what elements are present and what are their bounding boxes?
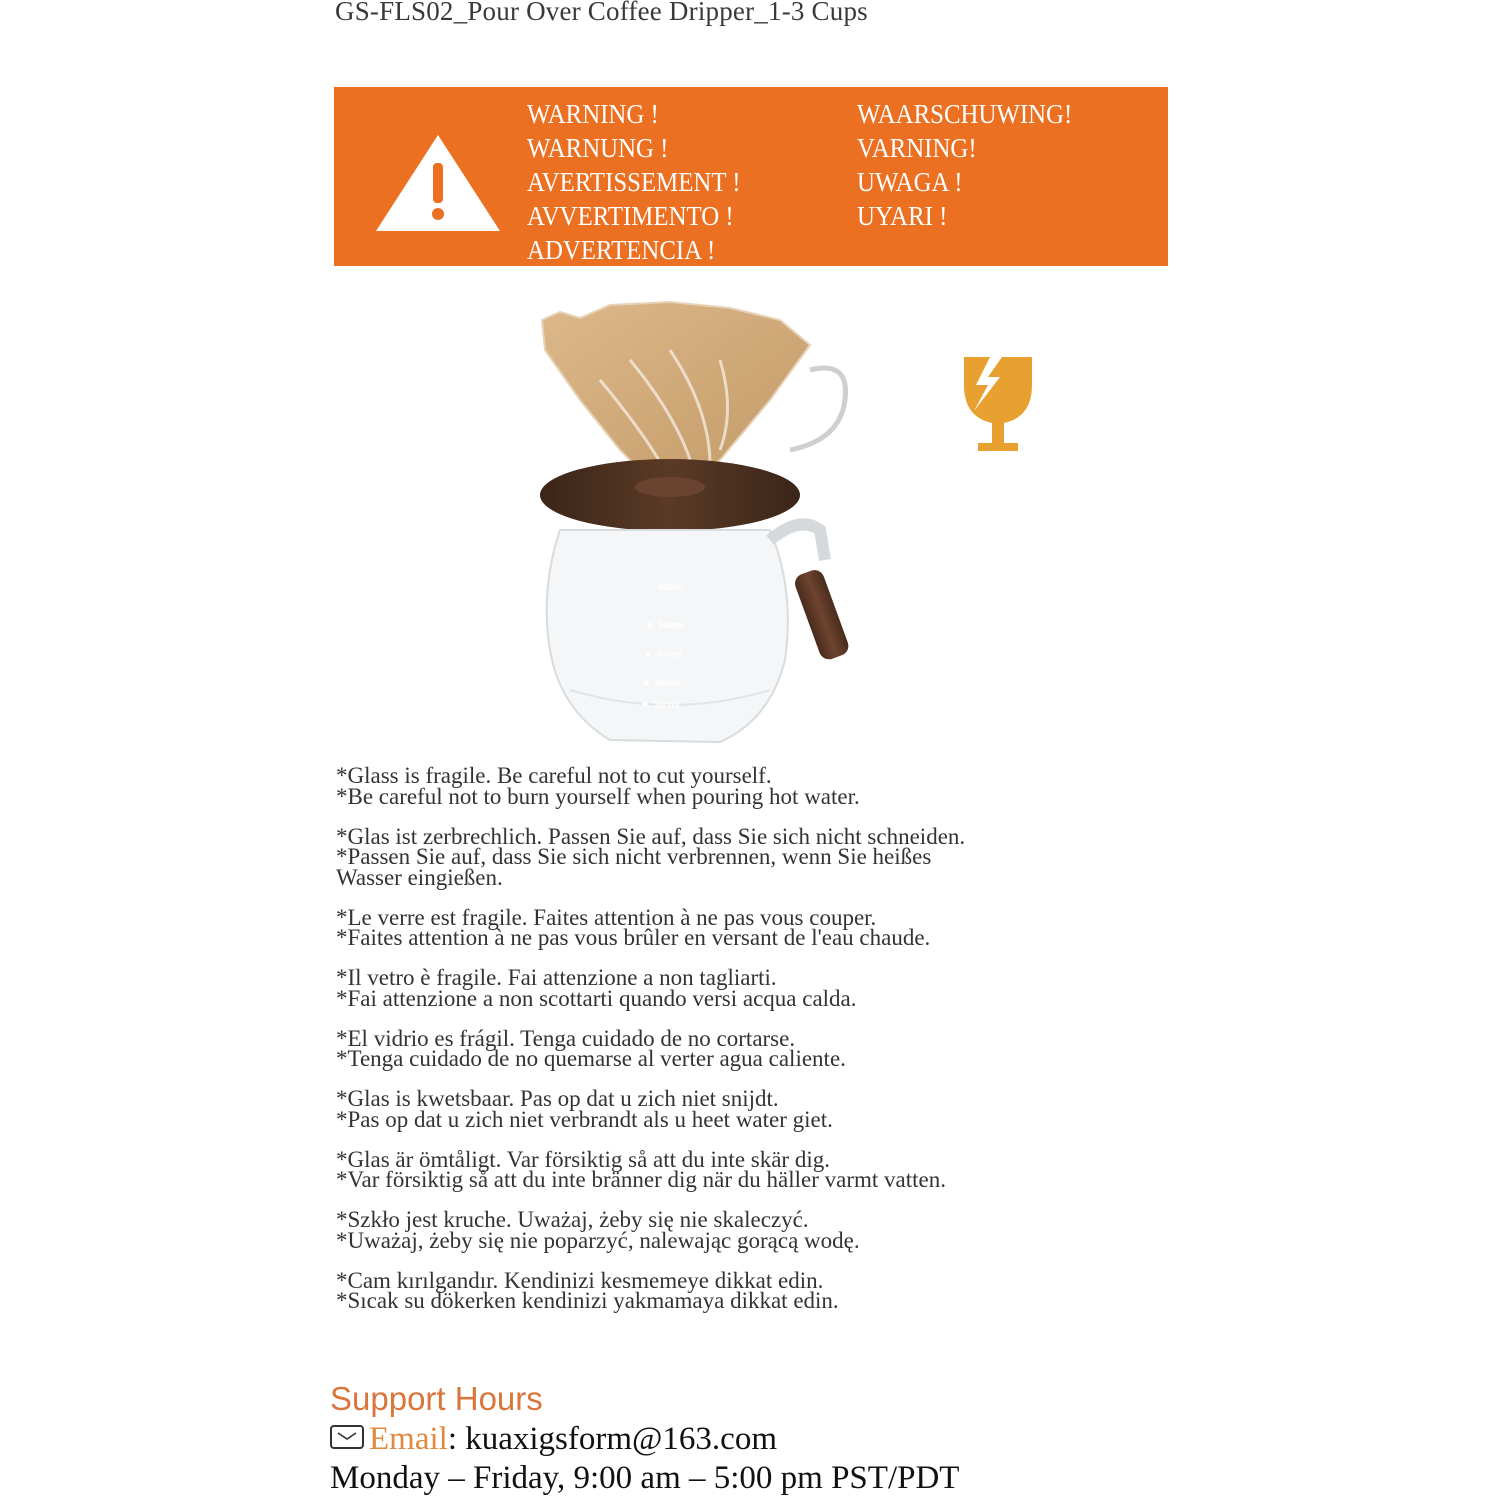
warning-paragraph-pl	[336, 1207, 1166, 1253]
warning-paragraph-tr	[336, 1267, 1166, 1313]
svg-text:600ml: 600ml	[658, 582, 684, 592]
warning-line: *Passen Sie auf, dass Sie sich nicht verbrennen, wenn Sie heißes	[336, 844, 932, 869]
warning-line: *Le verre est fragile. Faites attention à ne pas vous couper.	[336, 904, 877, 930]
svg-text:200ml: 200ml	[654, 700, 680, 710]
warning-paragraph-es	[336, 1025, 1166, 1071]
warning-line: *Il vetro è fragile. Fai attenzione a non tagliarti.	[336, 965, 777, 990]
warning-label: VARNING!	[857, 133, 977, 163]
email-separator: :	[447, 1421, 466, 1457]
warning-paragraph-nl	[336, 1086, 1166, 1132]
svg-text:400ml: 400ml	[656, 649, 682, 659]
warning-paragraph-de	[336, 823, 1166, 890]
warning-line: *Be careful not to burn yourself when pouring hot water.	[336, 783, 860, 809]
coffee-dripper-product-image	[520, 290, 910, 750]
warning-line: *Sıcak su dökerken kendinizi yakmamaya dikkat edin.	[336, 1288, 839, 1313]
warning-line: *Tenga cuidado de no quemarse al verter agua caliente.	[336, 1046, 846, 1071]
warning-paragraph-sv	[336, 1146, 1166, 1192]
warning-line: *Uważaj, żeby się nie poparzyć, nalewając gorącą wodę.	[336, 1227, 860, 1253]
warning-line: *El vidrio es frágil. Tenga cuidado de no cortarse.	[336, 1025, 796, 1051]
warning-label: WARNUNG !	[527, 133, 669, 163]
warning-label: UYARI !	[857, 201, 948, 231]
support-email-row	[330, 1420, 959, 1458]
mail-icon	[330, 1425, 364, 1449]
svg-text:500ml: 500ml	[658, 620, 684, 630]
warning-line: *Var försiktig så att du inte bränner dig när du häller varmt vatten.	[336, 1167, 946, 1192]
fragile-glass-icon	[962, 355, 1034, 455]
warning-labels-column-1	[527, 97, 741, 267]
warning-paragraph-en	[336, 763, 1166, 809]
warning-line: *Glas är ömtåligt. Var försiktig så att du inte skär dig.	[336, 1146, 830, 1172]
warning-label: WAARSCHUWING!	[857, 99, 1073, 129]
warning-line: *Glass is fragile. Be careful not to cut yourself.	[336, 763, 772, 788]
email-label: Email	[369, 1421, 448, 1457]
warning-line: Wasser eingießen.	[336, 864, 503, 890]
support-hours: Monday – Friday, 9:00 am – 5:00 pm PST/PDT	[330, 1460, 960, 1496]
svg-text:300ml: 300ml	[654, 678, 680, 688]
warning-label: WARNING !	[527, 99, 659, 129]
warning-line: *Szkło jest kruche. Uważaj, żeby się nie skaleczyć.	[336, 1207, 809, 1232]
warning-line: *Faites attention à ne pas vous brûler en versant de l'eau chaude.	[336, 925, 931, 950]
warning-line: *Glas is kwetsbaar. Pas op dat u zich niet snijdt.	[336, 1086, 779, 1111]
warning-line: *Cam kırılgandır. Kendinizi kesmemeye dikkat edin.	[336, 1267, 824, 1293]
warning-paragraph-fr	[336, 904, 1166, 950]
warning-line: *Glas ist zerbrechlich. Passen Sie auf, dass Sie sich nicht schneiden.	[336, 823, 966, 849]
warning-triangle-icon	[374, 133, 502, 233]
warning-paragraph-it	[336, 965, 1166, 1011]
warning-label: AVERTISSEMENT !	[527, 167, 741, 197]
safety-warnings-list	[336, 763, 1166, 1331]
support-section	[330, 1378, 959, 1498]
warning-labels-column-2	[857, 97, 1072, 233]
warning-line: *Pas op dat u zich niet verbrandt als u heet water giet.	[336, 1106, 833, 1132]
warning-label: AVVERTIMENTO !	[527, 201, 734, 231]
support-email-link[interactable]: kuaxigsform@163.com	[465, 1421, 777, 1457]
support-heading: Support Hours	[330, 1380, 543, 1417]
warning-line: *Fai attenzione a non scottarti quando versi acqua calda.	[336, 985, 857, 1011]
warning-banner	[334, 87, 1168, 266]
warning-label: ADVERTENCIA !	[527, 235, 716, 265]
warning-label: UWAGA !	[857, 167, 963, 197]
document-title: GS-FLS02_Pour Over Coffee Dripper_1-3 Cups	[335, 0, 868, 26]
